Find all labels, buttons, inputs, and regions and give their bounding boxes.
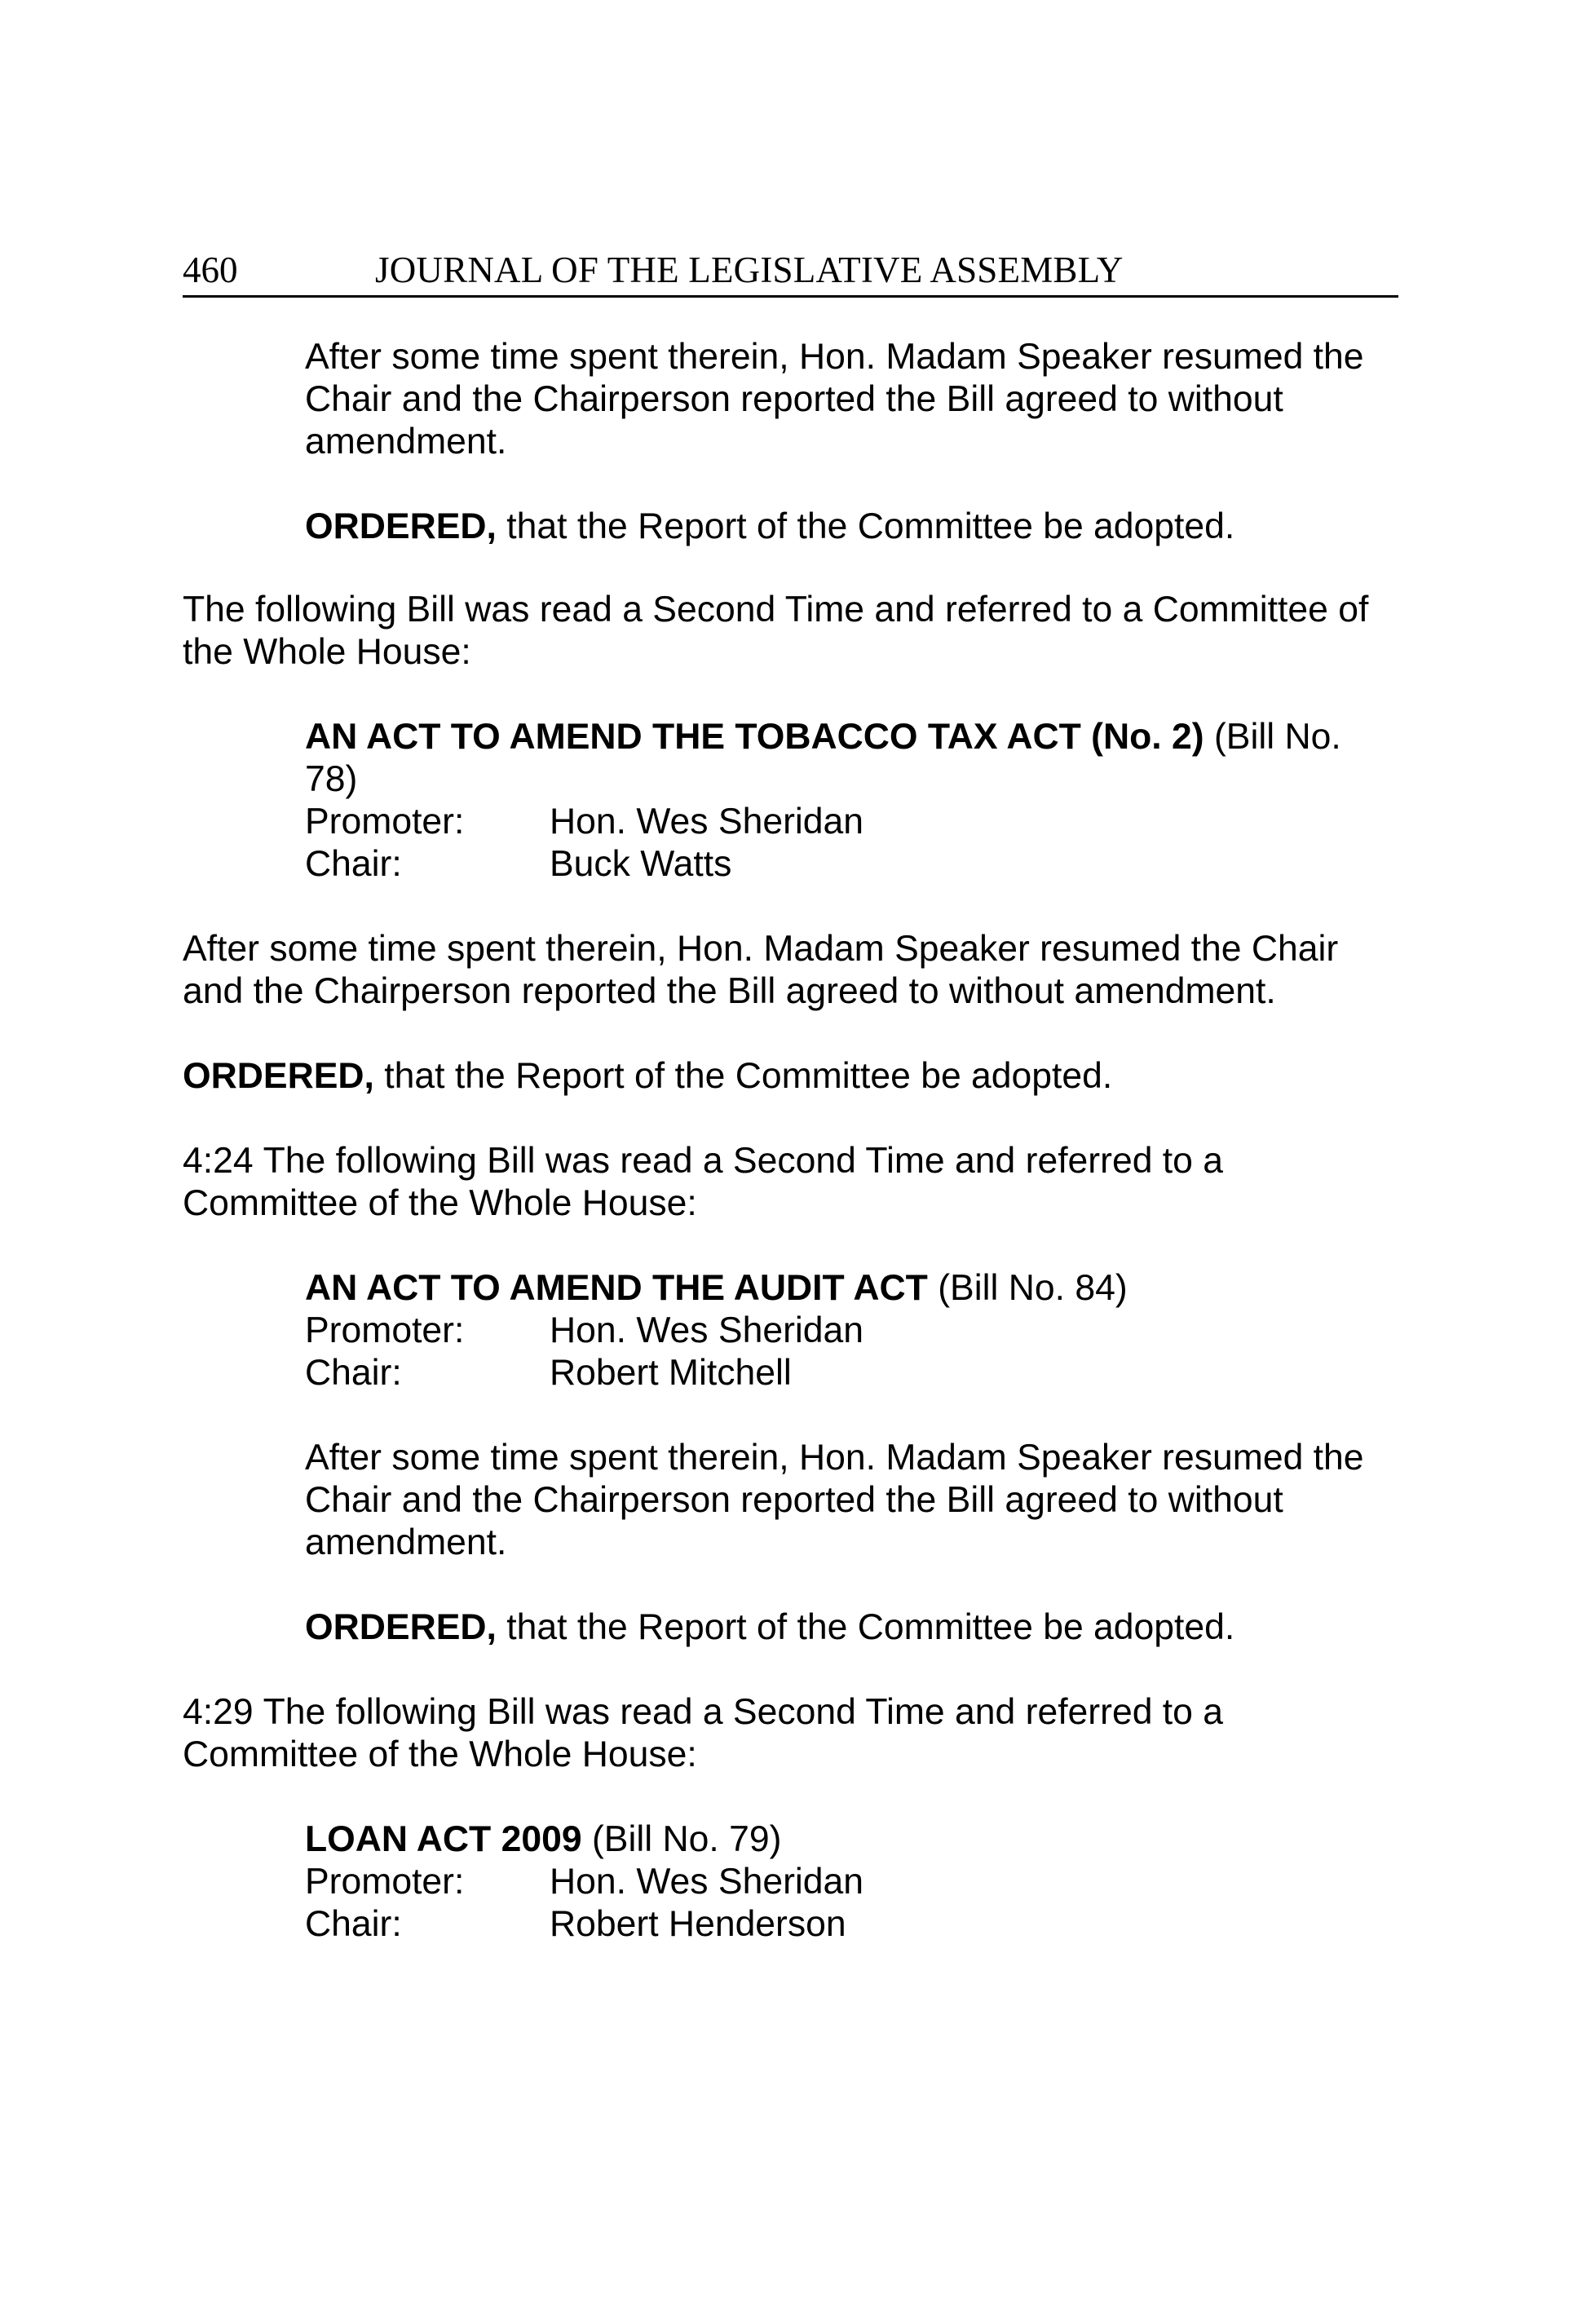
bill-promoter-row — [305, 801, 1398, 843]
promoter-label: Promoter: — [305, 1310, 465, 1350]
ordered-label: ORDERED, — [305, 1607, 497, 1647]
bill-promoter-row — [305, 1310, 1398, 1352]
promoter-label: Promoter: — [305, 802, 465, 842]
ordered-paragraph — [305, 506, 1398, 548]
ordered-text: that the Report of the Committee be adopted. — [496, 1607, 1235, 1647]
bill-chair-row — [305, 1903, 1398, 1946]
bill-title-text: LOAN ACT 2009 — [305, 1819, 582, 1859]
page-number: 460 — [183, 250, 238, 290]
bill-title-text: AN ACT TO AMEND THE TOBACCO TAX ACT (No. 2) — [305, 717, 1204, 757]
second-reading-paragraph: The following Bill was read a Second Time and referred to a Committee of the Whole House: — [183, 590, 1369, 672]
bill-number: (Bill No. 78) — [305, 717, 1341, 799]
chair-label: Chair: — [305, 1353, 402, 1393]
time-stamp: 4:24 — [183, 1141, 254, 1181]
second-reading-text: The following Bill was read a Second Time and referred to a Committee of the Whole House: — [183, 1692, 1224, 1774]
bill-number: (Bill No. 84) — [927, 1268, 1128, 1308]
chair-label: Chair: — [305, 844, 402, 884]
time-stamp: 4:29 — [183, 1692, 254, 1732]
ordered-paragraph — [183, 1055, 1398, 1098]
page-header — [183, 245, 1398, 298]
committee-report-paragraph: After some time spent therein, Hon. Madam Speaker resumed the Chair and the Chairperson reported the Bill agreed to without amendment. — [183, 929, 1339, 1011]
bill-title — [305, 716, 1398, 801]
journal-title: JOURNAL OF THE LEGISLATIVE ASSEMBLY — [375, 250, 1124, 290]
promoter-name: Hon. Wes Sheridan — [550, 1310, 864, 1350]
promoter-name: Hon. Wes Sheridan — [550, 1862, 864, 1902]
chair-name: Robert Mitchell — [550, 1353, 792, 1393]
second-reading-paragraph — [183, 1140, 1398, 1225]
bill-number: (Bill No. 79) — [581, 1819, 782, 1859]
promoter-label: Promoter: — [305, 1862, 465, 1902]
ordered-label: ORDERED, — [183, 1056, 374, 1096]
chair-label: Chair: — [305, 1904, 402, 1944]
bill-title — [305, 1267, 1398, 1310]
second-reading-paragraph — [183, 1691, 1398, 1776]
bill-title — [305, 1818, 1398, 1861]
ordered-paragraph — [305, 1606, 1398, 1649]
chair-name: Buck Watts — [550, 844, 732, 884]
committee-report-paragraph: After some time spent therein, Hon. Madam Speaker resumed the Chair and the Chairperson reported the Bill agreed to without amendment. — [305, 1438, 1364, 1562]
bill-chair-row — [305, 1352, 1398, 1394]
bill-promoter-row — [305, 1861, 1398, 1903]
second-reading-text: The following Bill was read a Second Time and referred to a Committee of the Whole House: — [183, 1141, 1224, 1223]
chair-name: Robert Henderson — [550, 1904, 846, 1944]
bill-title-text: AN ACT TO AMEND THE AUDIT ACT — [305, 1268, 928, 1308]
promoter-name: Hon. Wes Sheridan — [550, 802, 864, 842]
bill-chair-row — [305, 843, 1398, 886]
ordered-label: ORDERED, — [305, 506, 497, 546]
ordered-text: that the Report of the Committee be adopted. — [496, 506, 1235, 546]
committee-report-paragraph: After some time spent therein, Hon. Madam Speaker resumed the Chair and the Chairperson reported the Bill agreed to without amendment. — [305, 337, 1364, 462]
ordered-text: that the Report of the Committee be adopted. — [373, 1056, 1113, 1096]
